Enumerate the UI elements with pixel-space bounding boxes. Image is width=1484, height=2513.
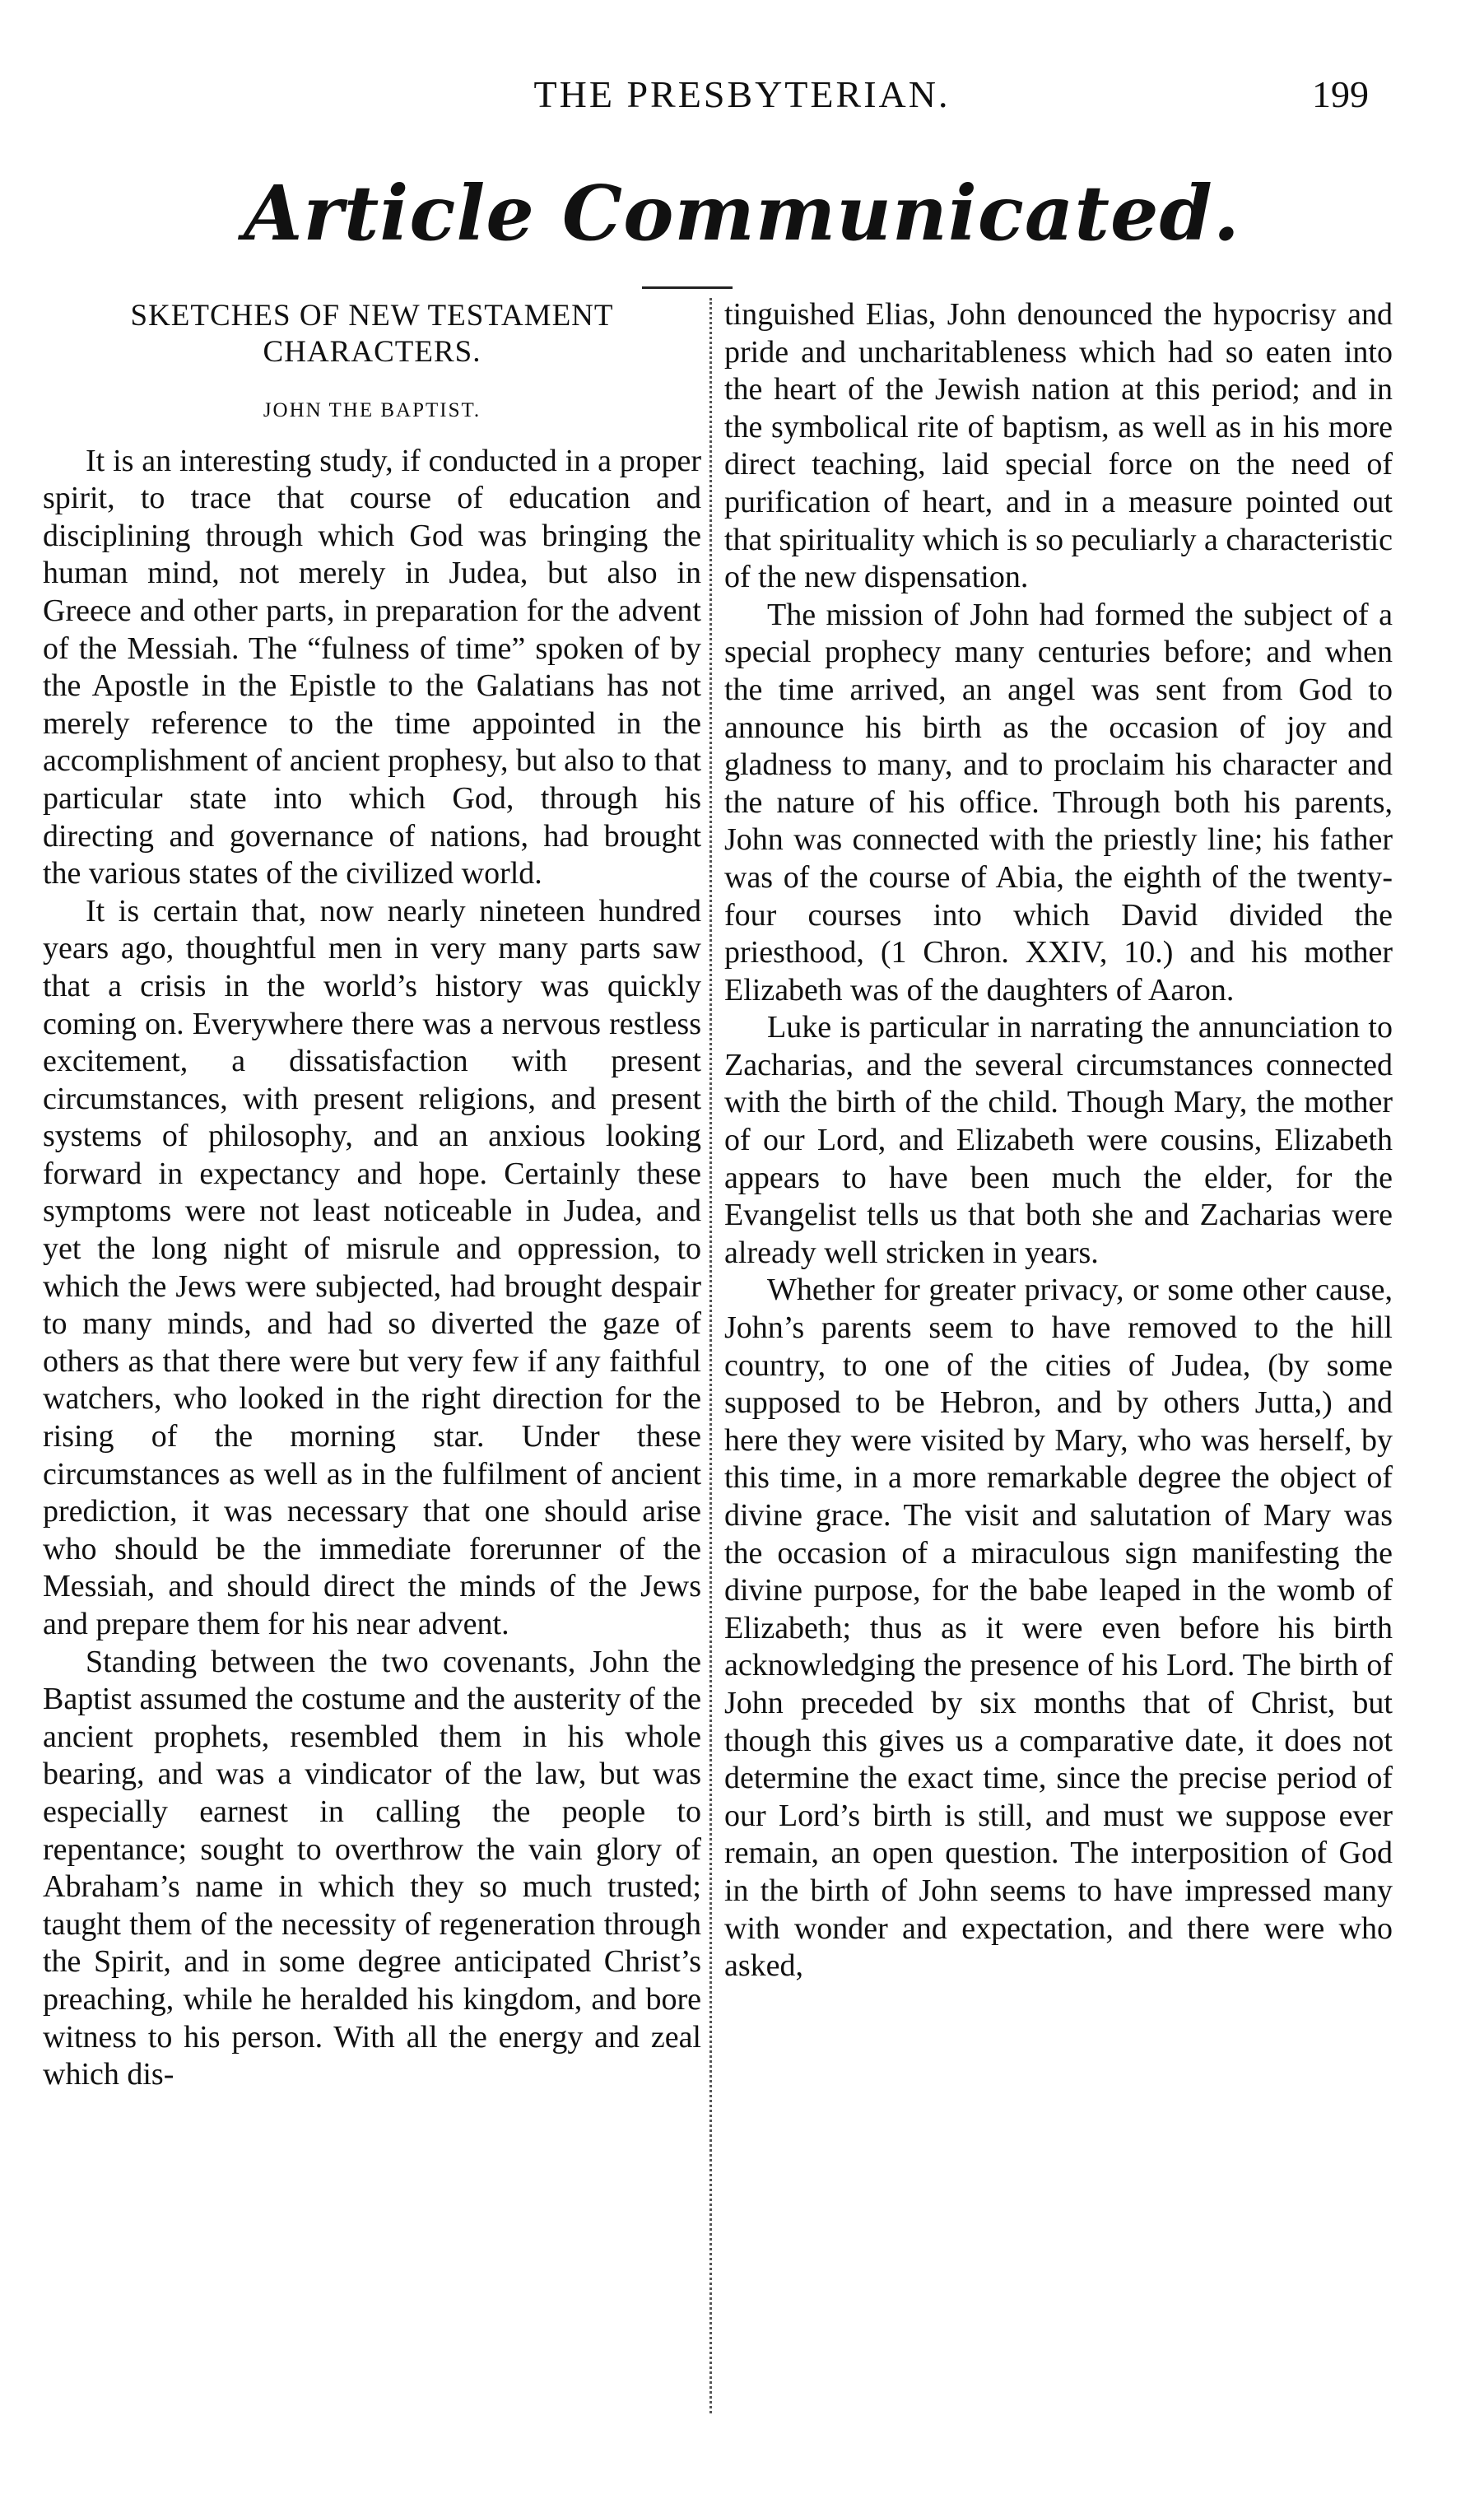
running-head <box>0 72 1484 122</box>
section-rule <box>642 286 733 289</box>
section-title: Article Communicated. <box>244 169 1240 258</box>
left-column <box>43 296 701 2428</box>
paragraph: It is an interesting study, if conducted in a proper spirit, to trace that course of education and disciplining through which God was bringing the human mind, not merely in Judea, but also in Greece and other parts, in preparation for the advent of the Messiah. The “fulness of time” spoken of by the Apostle in the Epistle to the Galatians has not merely reference to the time appointed in the accomplishment of ancient prophesy, but also to that particular state into which God, through his directing and governance of nations, had brought the various states of the civilized world. <box>43 443 701 891</box>
paragraph-continued: tinguished Elias, John denounced the hypocrisy and pride and uncharitableness which had so eaten into the heart of the Jewish nation at this period; and in the symbolical rite of baptism, as well as in his more direct teaching, laid special force on the need of purification of heart, and in a measure pointed out that spirituality which is so peculiarly a characteristic of the new dispensation. <box>724 297 1393 595</box>
article-subtitle: JOHN THE BAPTIST. <box>263 399 481 421</box>
paragraph: Whether for greater privacy, or some other cause, John’s parents seem to have removed to the hill country, to one of the cities of Judea, (by some supposed to be Hebron, and by others Jutta,) and here they were visited by Mary, who was herself, by this time, in a more remarkable degree the object of divine grace. The visit and salutation of Mary was the occasion of a miraculous sign manifesting the divine purpose, for the babe leaped in the womb of Elizabeth; thus as it were even before his birth acknowledging the presence of his Lord. The birth of John preceded by six months that of Christ, but though this gives us a comparative date, it does not determine the exact time, since the precise period of our Lord’s birth is still, and must we suppose ever remain, an open question. The interposition of God in the birth of John seems to have impressed many with wonder and expectation, and there were who asked, <box>724 1273 1393 1984</box>
paragraph: It is certain that, now nearly nineteen hundred years ago, thoughtful men in very many parts saw that a crisis in the world’s history was quickly coming on. Everywhere there was a nervous restless excitement, a dissatisfaction with present circumstances, with present religions, and present systems of philosophy, and an anxious looking forward in expectancy and hope. Certainly these symptoms were not least noticeable in Judea, and yet the long night of misrule and oppression, to which the Jews were subjected, had brought despair to many minds, and had so diverted the gaze of others as that there were but very few if any faithful watchers, who looked in the right direction for the rising of the morning star. Under these circumstances as well as in the fulfilment of ancient prediction, it was necessary that one should arise who should be the immediate forerunner of the Messiah, and should direct the minds of the Jews and prepare them for his near advent. <box>43 893 701 1641</box>
paragraph: The mission of John had formed the subject of a special prophecy many centuries before; and when the time arrived, an angel was sent from God to announce his birth as the occasion of joy and gladness to many, and to proclaim his character and the nature of his office. Through both his parents, John was connected with the priestly line; his father was of the course of Abia, the eighth of the twenty-four courses into which David divided the priesthood, (1 Chron. XXIV, 10.) and his mother Elizabeth was of the daughters of Aaron. <box>724 597 1393 1008</box>
paragraph: Standing between the two covenants, John the Baptist assumed the costume and the austerity of the ancient prophets, resembled them in his whole bearing, and was a vindicator of the law, but was especially earnest in calling the people to repentance; sought to overthrow the vain glory of Abraham’s name in which they so much trusted; taught them of the necessity of regeneration through the Spirit, and in some degree anticipated Christ’s preaching, while he heralded his kingdom, and bore witness to his person. With all the energy and zeal which dis- <box>43 1644 701 2092</box>
page-number: 199 <box>1312 73 1369 115</box>
article-title: SKETCHES OF NEW TESTAMENT CHARACTERS. <box>130 299 614 369</box>
running-title: THE PRESBYTERIAN. <box>533 73 951 115</box>
right-column <box>724 296 1393 2428</box>
paragraph: Luke is particular in narrating the annunciation to Zacharias, and the several circumstances connected with the birth of the child. Though Mary, the mother of our Lord, and Elizabeth were cousins, Elizabeth appears to have been much the elder, for the Evangelist tells us that both she and Zacharias were already well stricken in years. <box>724 1010 1393 1270</box>
column-divider <box>709 298 712 2413</box>
